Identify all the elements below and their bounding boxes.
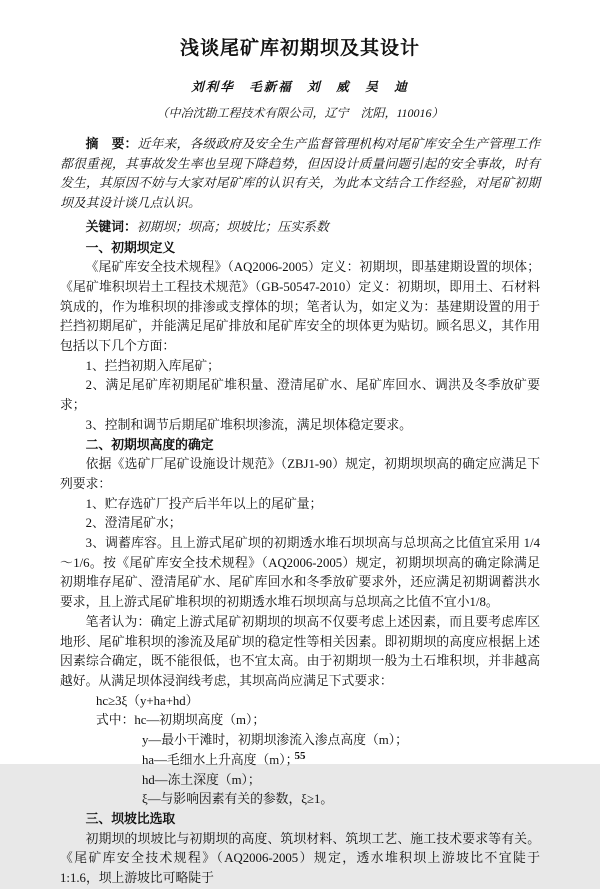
keywords (60, 218, 540, 238)
section-1-paragraph: 《尾矿库安全技术规程》（AQ2006-2005）定义：初期坝，即基建期设置的坝体；《尾矿堆积坝岩土工程技术规范》（GB-50547-2010）定义：初期坝，即用土、石材料筑成的，作为堆积坝的排渗或支撑体的坝；笔者认为，如定义为：基建期设置的用于拦挡初期尾矿，并能满足尾矿排放和尾矿库安全的坝体更为贴切。顾名思义，其作用包括以下几个方面： (60, 260, 540, 354)
section-1-heading: 一、初期坝定义 (85, 240, 176, 255)
paper-title: 浅谈尾矿库初期坝及其设计 (179, 38, 420, 59)
dam-height-formula: hc≥3ξ（y+ha+hd） (96, 693, 199, 708)
formula-def-hd: hd—冻土深度（m）； (142, 772, 261, 787)
section-3-paragraph: 初期坝的坝坡比与初期坝的高度、筑坝材料、筑坝工艺、施工技术要求等有关。《尾矿库安全技术规程》（AQ2006-2005）规定，透水堆积坝上游坡比不宜陡于 1:1.6，坝上游坡比可略陡于 (60, 831, 540, 886)
abstract-label: 摘 要： (85, 137, 138, 151)
section-2-heading: 二、初期坝高度的确定 (85, 437, 214, 452)
affiliation: （中冶沈勘工程技术有限公司，辽宁 沈阳，110016） (156, 106, 444, 120)
keywords-text: 初期坝；坝高；坝坡比；压实系数 (136, 219, 329, 234)
section-3-heading: 三、坝坡比选取 (85, 811, 176, 826)
formula-def-hc: hc—初期坝高度（m）； (134, 713, 266, 728)
section-2-item-2: 2、澄清尾矿水； (85, 516, 182, 531)
page-number: 55 (294, 750, 306, 762)
formula-def-xi: ξ—与影响因素有关的参数，ξ≥1。 (142, 792, 334, 807)
abstract-text: 近年来，各级政府及安全生产监督管理机构对尾矿库安全生产管理工作都很重视，其事故发生率也呈现下降趋势，但因设计质量问题引起的安全事故，时有发生，其原因不妨与大家对尾矿库的认识有关，为此本文结合工作经验，对尾矿初期坝及其设计谈几点认识。 (60, 137, 541, 211)
authors: 刘利华 毛新福 刘 威 吴 迪 (191, 80, 409, 94)
formula-where-line (96, 711, 540, 731)
formula-def-ha: ha—毛细水上升高度（m）； (142, 752, 299, 767)
section-1-item-3: 3、控制和调节后期尾矿堆积坝渗流，满足坝体稳定要求。 (85, 417, 412, 432)
section-1-item-1: 1、拦挡初期入库尾矿； (85, 358, 220, 373)
formula-where-label: 式中： (96, 713, 135, 728)
abstract (60, 135, 540, 214)
paper-body (60, 238, 540, 889)
section-2-paragraph-1: 依据《选矿厂尾矿设施设计规范》（ZBJ1-90）规定，初期坝坝高的确定应满足下列要求： (60, 457, 540, 491)
formula-def-y: y—最小干滩时，初期坝渗流入渗点高度（m）； (142, 733, 408, 748)
section-2-item-1: 1、贮存选矿厂投产后半年以上的尾矿量； (85, 496, 323, 511)
section-1-item-2: 2、满足尾矿库初期尾矿堆积量、澄清尾矿水、尾矿库回水、调洪及冬季放矿要求； (60, 378, 540, 413)
section-2-item-3: 3、调蓄库容。且上游式尾矿坝的初期透水堆石坝坝高与总坝高之比值宜采用 1/4～1/6。按《尾矿库安全技术规程》（AQ2006-2005）规定，初期坝坝高的确定除满足初期堆存尾矿、澄清尾矿水、尾矿库回水和冬季放矿要求外，还应满足初期调蓄洪水要求，且上游式尾矿堆积坝的初期透水堆石坝坝高与总坝高之比值不宜小1/8。 (60, 536, 540, 610)
keywords-label: 关键词： (85, 219, 137, 234)
section-2-paragraph-2: 笔者认为：确定上游式尾矿初期坝的坝高不仅要考虑上述因素，而且要考虑库区地形、尾矿堆积坝的渗流及尾矿坝的稳定性等相关因素。即初期坝的高度应根据上述因素综合确定，既不能很低，也不宜太高。由于初期坝一般为土石堆积坝，并非越高越好。从满足坝体浸润线考虑，其坝高尚应满足下式要求： (60, 614, 540, 688)
